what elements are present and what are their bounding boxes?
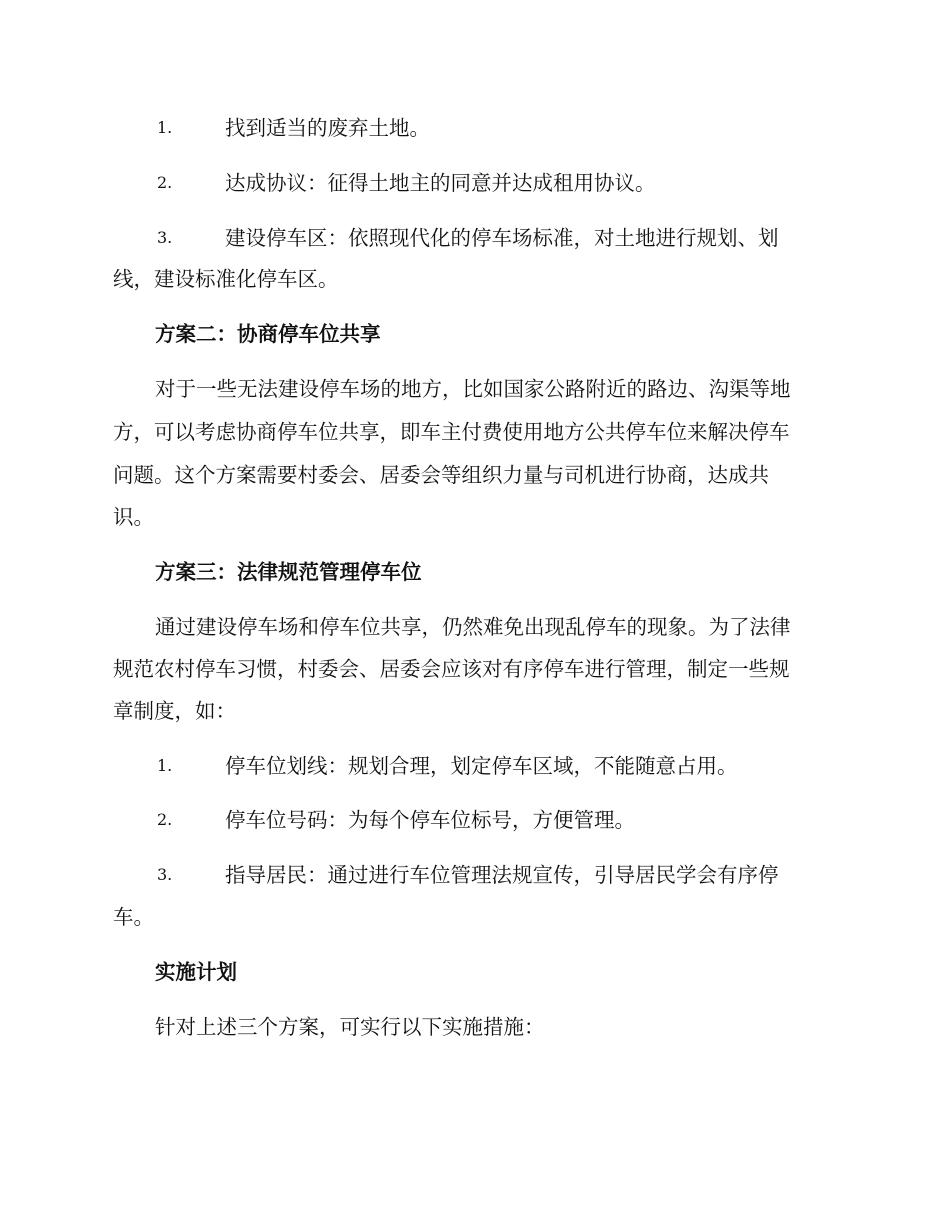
paragraph-line: 方，可以考虑协商停车位共享，即车主付费使用地方公共停车位来解决停车 [113, 420, 790, 444]
paragraph-line: 规范农村停车习惯，村委会、居委会应该对有序停车进行管理，制定一些规 [113, 657, 790, 681]
list-text: 停车位号码：为每个停车位标号，方便管理。 [225, 808, 635, 832]
paragraph-line: 章制度，如： [113, 699, 236, 723]
section-heading-implementation: 实施计划 [155, 960, 237, 984]
list-text: 找到适当的废弃土地。 [225, 116, 430, 140]
list-number: 2. [157, 173, 173, 192]
list-text: 停车位划线：规划合理，划定停车区域，不能随意占用。 [225, 754, 738, 778]
list-number: 2. [157, 810, 173, 829]
list-number: 3. [157, 865, 173, 884]
paragraph-line: 识。 [113, 505, 154, 529]
list-number: 1. [157, 118, 173, 137]
section-heading-plan2: 方案二：协商停车位共享 [155, 322, 381, 346]
section-heading-plan3: 方案三：法律规范管理停车位 [155, 560, 422, 584]
list-number: 1. [157, 756, 173, 775]
list-text: 指导居民：通过进行车位管理法规宣传，引导居民学会有序停 [225, 863, 779, 887]
paragraph-line: 对于一些无法建设停车场的地方，比如国家公路附近的路边、沟渠等地 [155, 377, 791, 401]
list-text: 建设停车区：依照现代化的停车场标准，对土地进行规划、划 [225, 226, 779, 250]
list-text-continuation: 车。 [113, 905, 154, 929]
paragraph-line: 通过建设停车场和停车位共享，仍然难免出现乱停车的现象。为了法律 [155, 615, 791, 639]
list-number: 3. [157, 228, 173, 247]
paragraph-line: 针对上述三个方案，可实行以下实施措施： [155, 1015, 545, 1039]
list-text-continuation: 线，建设标准化停车区。 [113, 267, 339, 291]
paragraph-line: 问题。这个方案需要村委会、居委会等组织力量与司机进行协商，达成共 [113, 463, 769, 487]
list-text: 达成协议：征得土地主的同意并达成租用协议。 [225, 171, 656, 195]
